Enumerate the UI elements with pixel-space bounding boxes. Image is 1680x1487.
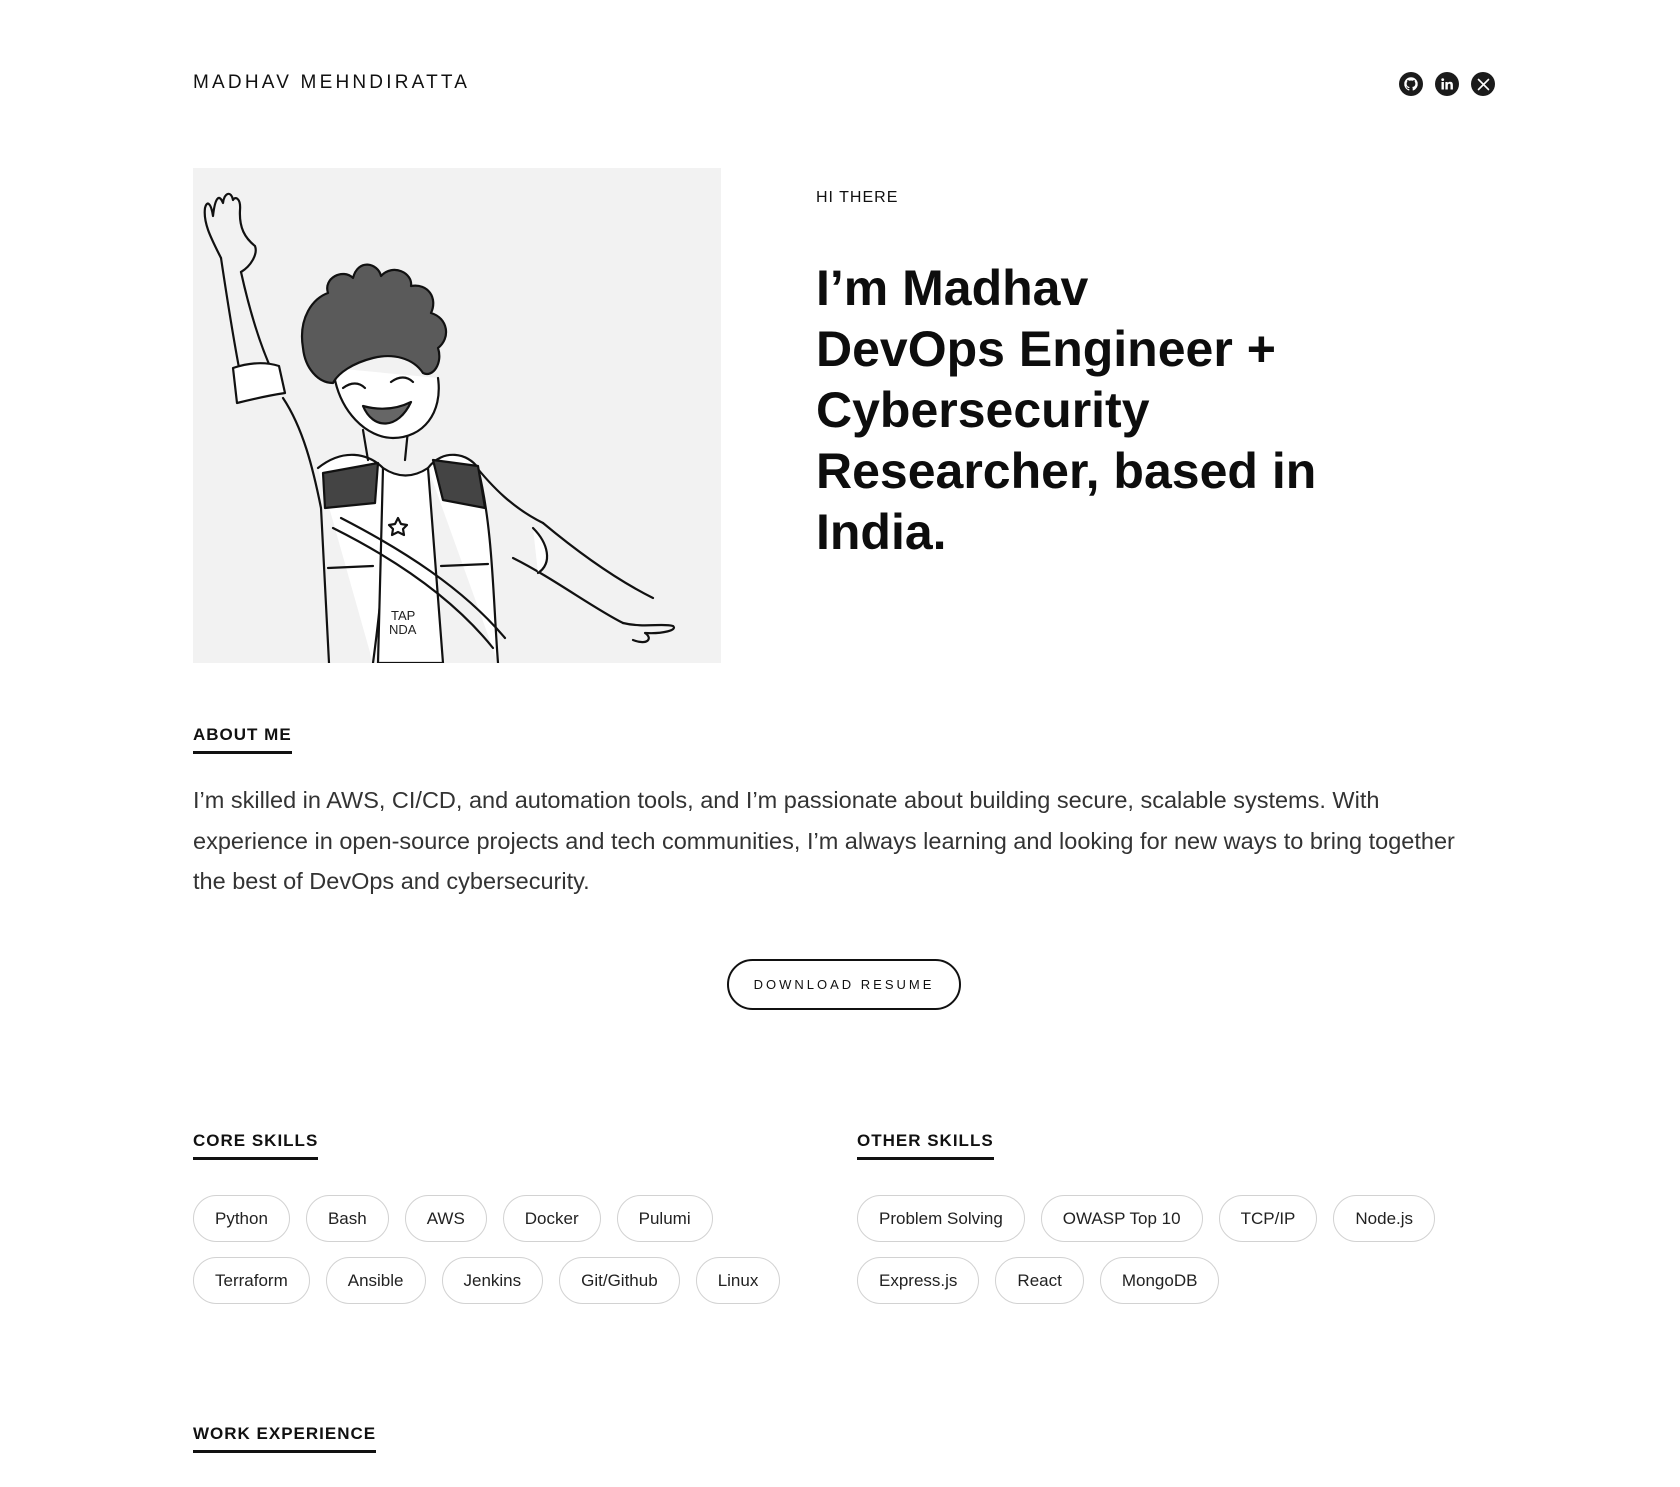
skill-chip: Ansible [326,1257,426,1304]
skill-chip: Bash [306,1195,389,1242]
skill-chip: Jenkins [442,1257,544,1304]
site-brand[interactable]: MADHAV MEHNDIRATTA [193,72,471,93]
skill-chip: AWS [405,1195,487,1242]
hero-eyebrow: HI THERE [816,189,899,206]
skill-chip: Pulumi [617,1195,713,1242]
other-skills-heading: OTHER SKILLS [857,1131,994,1160]
skill-chip: Terraform [193,1257,310,1304]
svg-text:NDA: NDA [389,622,417,637]
about-text: I’m skilled in AWS, CI/CD, and automation tools, and I’m passionate about building secure, scalable systems. With experience in open-source projects and tech communities, I’m always learning and looking for new ways to bring together the best of DevOps and cybersecurity. [193,787,1455,894]
core-skills-heading: CORE SKILLS [193,1131,318,1160]
hero-title-line: DevOps Engineer + [816,321,1276,377]
social-links [1399,72,1495,96]
skill-chip: Linux [696,1257,781,1304]
about-heading: ABOUT ME [193,725,292,754]
skill-chip: Express.js [857,1257,979,1304]
skill-chip: TCP/IP [1219,1195,1318,1242]
x-twitter-icon[interactable] [1471,72,1495,96]
hero-title-line: Researcher, based in [816,443,1317,499]
skill-chip: Git/Github [559,1257,680,1304]
hero-title-line: Cybersecurity [816,382,1150,438]
skill-chip: Node.js [1333,1195,1435,1242]
download-resume-button[interactable]: DOWNLOAD RESUME [727,959,961,1010]
other-skills-list [857,1195,1457,1304]
hero-title-line: I’m Madhav [816,260,1089,316]
skill-chip: OWASP Top 10 [1041,1195,1203,1242]
svg-text:TAP: TAP [391,608,416,623]
work-experience-heading: WORK EXPERIENCE [193,1424,376,1453]
profile-illustration [193,168,721,663]
linkedin-icon[interactable] [1435,72,1459,96]
skill-chip: Problem Solving [857,1195,1025,1242]
hero-title [816,258,1376,563]
hero-title-line: India. [816,504,947,560]
skill-chip: Python [193,1195,290,1242]
github-icon[interactable] [1399,72,1423,96]
skill-chip: React [995,1257,1083,1304]
skill-chip: Docker [503,1195,601,1242]
skill-chip: MongoDB [1100,1257,1220,1304]
core-skills-list [193,1195,813,1304]
